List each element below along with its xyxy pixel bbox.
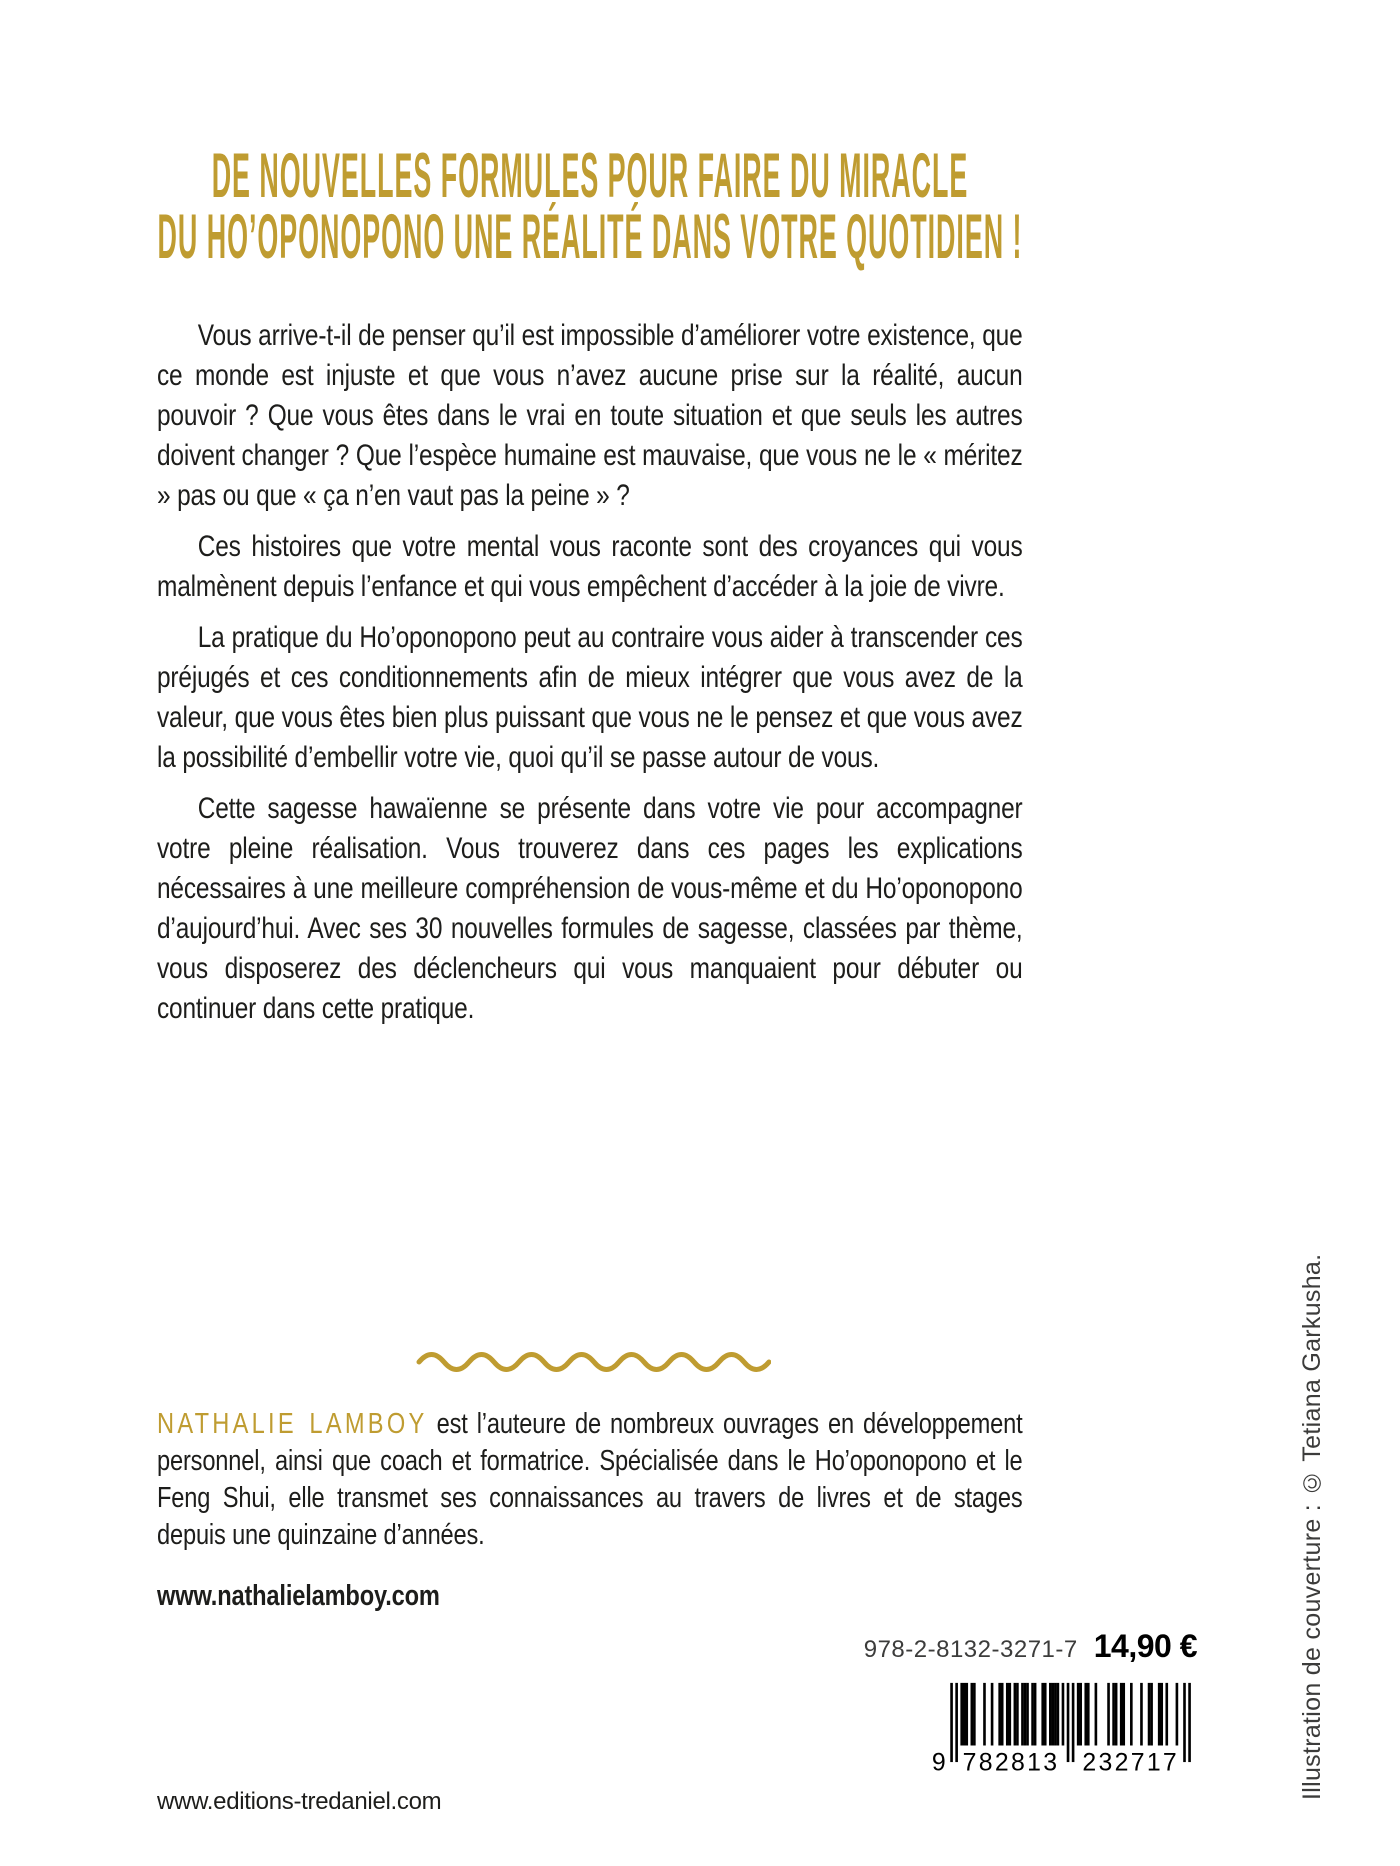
isbn-price-row <box>700 1628 1197 1665</box>
publisher-website: www.editions-tredaniel.com <box>157 1788 442 1815</box>
author-bio <box>157 1406 1023 1644</box>
barcode-digits-right: 232717 <box>1082 1749 1180 1774</box>
back-cover-copy <box>157 316 1023 1040</box>
paragraph-1: Vous arrive-t-il de penser qu’il est impossible d’améliorer votre existence, que ce monde est injuste et que vous n’avez aucune prise sur la réalité, aucun pouvoir ? Que vous êtes dans le vrai en toute situation et que seuls les autres doivent changer ? Que l’espèce humaine est mauvaise, que vous ne le « méritez » pas ou que « ça n’en vaut pas la peine » ? <box>157 319 1023 512</box>
tagline-line-2: DU HO’OPONOPONO UNE RÉALITÉ DANS VOTRE QUOTIDIEN ! <box>157 201 1023 272</box>
paragraph-3: La pratique du Ho’oponopono peut au contraire vous aider à transcender ces préjugés et ces conditionnements afin de mieux intégrer que vous avez de la valeur, que vous êtes bien plus puissant que vous ne le pensez et que vous avez la possibilité d’embellir votre vie, quoi qu’il se passe autour de vous. <box>157 621 1023 774</box>
paragraph-4: Cette sagesse hawaïenne se présente dans votre vie pour accompagner votre pleine réalisation. Vous trouverez dans ces pages les explications nécessaires à une meilleure compréhension de vous-même et du Ho’oponopono d’aujourd’hui. Avec ses 30 nouvelles formules de sagesse, classées par thème, vous disposerez des déclencheurs qui vous manquaient pour débuter ou continuer dans cette pratique. <box>157 792 1023 1025</box>
barcode-digits-left: 782813 <box>962 1749 1060 1774</box>
illustration-credit: Illustration de couverture : © Tetiana Garkusha. <box>1298 1253 1326 1800</box>
barcode-digit-first: 9 <box>931 1749 948 1774</box>
author-bio-text: est l’auteure de nombreux ouvrages en développement personnel, ainsi que coach et formatrice. Spécialisée dans le Ho’oponopono et le Feng Shui, elle transmet ses connaissances au travers de livres et de stages depuis une quinzaine d’années. <box>157 1408 1023 1551</box>
wavy-divider <box>415 1346 771 1374</box>
author-name: NATHALIE LAMBOY <box>157 1408 428 1440</box>
price: 14,90 € <box>1093 1628 1197 1664</box>
ean13-barcode-icon <box>930 1682 1197 1774</box>
isbn: 978-2-8132-3271-7 <box>863 1636 1078 1663</box>
tagline <box>0 140 1290 272</box>
tagline-line-1: DE NOUVELLES FORMULES POUR FAIRE DU MIRACLE <box>211 140 969 211</box>
paragraph-2: Ces histoires que votre mental vous raconte sont des croyances qui vous malmènent depuis l’enfance et qui vous empêchent d’accéder à la joie de vivre. <box>157 530 1023 603</box>
author-website: www.nathalielamboy.com <box>157 1580 440 1612</box>
